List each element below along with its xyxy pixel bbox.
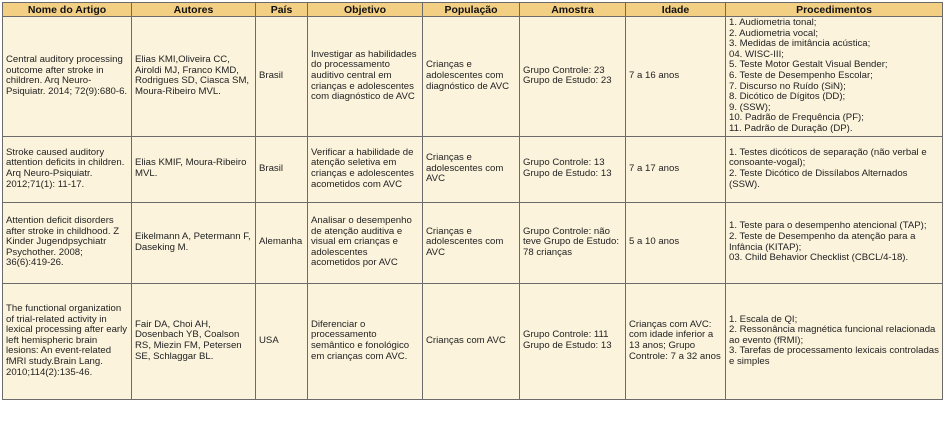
table-row <box>3 202 943 283</box>
procedure-item: 1. Teste para o desempenho atencional (TAP); <box>729 220 927 232</box>
procedure-item: 9. (SSW); <box>729 101 771 113</box>
header-populacao: População <box>423 3 520 17</box>
procedure-item: 2. Teste Dicótico de Dissílabos Alternados (SSW). <box>729 168 908 190</box>
cell-artigo: Stroke caused auditory attention deficits in children. Arq Neuro-Psiquiatr. 2012;71(1): 11-17. <box>3 136 132 202</box>
cell-autores: Elias KMIF, Moura-Ribeiro MVL. <box>132 136 256 202</box>
articles-table-container <box>2 2 943 400</box>
procedure-list <box>729 148 939 190</box>
cell-autores: Elias KMI,Oliveira CC, Airoldi MJ, Franco KMD, Rodrigues SD, Ciasca SM, Moura-Ribeiro MVL. <box>132 17 256 137</box>
cell-artigo: Central auditory processing outcome after stroke in children. Arq Neuro-Psiquiatr. 2014; 72(9):680-6. <box>3 17 132 137</box>
procedure-list <box>729 18 939 135</box>
cell-populacao: Crianças e adolescentes com AVC <box>423 136 520 202</box>
cell-pais: Brasil <box>256 136 308 202</box>
header-procedimentos: Procedimentos <box>726 3 943 17</box>
procedure-item: 1. Testes dicóticos de separação (não verbal e consoante-vogal); <box>729 146 927 169</box>
cell-objetivo: Analisar o desempenho de atenção auditiva e visual em crianças e adolescentes acometidos por AVC <box>308 202 423 283</box>
procedure-list <box>729 221 939 263</box>
cell-idade: 7 a 16 anos <box>626 17 726 137</box>
cell-amostra: Grupo Controle: não teve Grupo de Estudo: 78 crianças <box>520 202 626 283</box>
procedure-item: 2. Ressonância magnética funcional relacionada ao evento (fRMI); <box>729 324 936 346</box>
cell-amostra: Grupo Controle: 23 Grupo de Estudo: 23 <box>520 17 626 137</box>
cell-idade: 7 a 17 anos <box>626 136 726 202</box>
table-row <box>3 136 943 202</box>
table-row <box>3 17 943 137</box>
cell-pais: Brasil <box>256 17 308 137</box>
cell-pais: Alemanha <box>256 202 308 283</box>
cell-autores: Fair DA, Choi AH, Dosenbach YB, Coalson RS, Miezin FM, Petersen SE, Schlaggar BL. <box>132 283 256 399</box>
procedure-item: 7. Discurso no Ruído (SiN); <box>729 80 846 92</box>
header-nome-do-artigo: Nome do Artigo <box>3 3 132 17</box>
procedure-item: 1. Audiometria tonal; <box>729 17 817 28</box>
cell-objetivo: Investigar as habilidades do processamento auditivo central em crianças e adolescentes com diagnóstico de AVC <box>308 17 423 137</box>
cell-autores: Eikelmann A, Petermann F, Daseking M. <box>132 202 256 283</box>
procedure-item: 3. Tarefas de processamento lexicais controladas e simples <box>729 345 939 367</box>
articles-table <box>2 2 943 400</box>
cell-populacao: Crianças e adolescentes com AVC <box>423 202 520 283</box>
cell-idade: 5 a 10 anos <box>626 202 726 283</box>
cell-objetivo: Diferenciar o processamento semântico e fonológico em crianças com AVC. <box>308 283 423 399</box>
cell-objetivo: Verificar a habilidade de atenção seletiva em crianças e adolescentes acometidos com AVC <box>308 136 423 202</box>
cell-procedimentos <box>726 17 943 137</box>
procedure-item: 04. WISC-III; <box>729 48 784 60</box>
header-amostra: Amostra <box>520 3 626 17</box>
procedure-item: 2. Teste de Desempenho da atenção para a Infância (KITAP); <box>729 230 916 253</box>
cell-artigo: The functional organization of trial-related activity in lexical processing after early left hemispheric brain lesions: An event-related fMRI study.Brain Lang. 2010;114(2):135-46. <box>3 283 132 399</box>
header-autores: Autores <box>132 3 256 17</box>
cell-pais: USA <box>256 283 308 399</box>
procedure-item: 11. Padrão de Duração (DP). <box>729 122 853 134</box>
header-objetivo: Objetivo <box>308 3 423 17</box>
cell-artigo: Attention deficit disorders after stroke in childhood. Z Kinder Jugendpsychiatr Psychother. 2008; 36(6):419-26. <box>3 202 132 283</box>
procedure-item: 3. Medidas de imitância acústica; <box>729 38 871 50</box>
cell-procedimentos <box>726 283 943 399</box>
table-row <box>3 283 943 399</box>
procedure-item: 03. Child Behavior Checklist (CBCL/4-18). <box>729 252 909 264</box>
cell-amostra: Grupo Controle: 13 Grupo de Estudo: 13 <box>520 136 626 202</box>
cell-procedimentos <box>726 136 943 202</box>
procedure-list <box>729 315 939 368</box>
procedure-item: 2. Audiometria vocal; <box>729 27 819 39</box>
cell-populacao: Crianças com AVC <box>423 283 520 399</box>
cell-populacao: Crianças e adolescentes com diagnóstico de AVC <box>423 17 520 137</box>
header-idade: Idade <box>626 3 726 17</box>
cell-amostra: Grupo Controle: 111 Grupo de Estudo: 13 <box>520 283 626 399</box>
procedure-item: 8. Dicótico de Dígitos (DD); <box>729 91 846 103</box>
procedure-item: 5. Teste Motor Gestalt Visual Bender; <box>729 59 888 71</box>
procedure-item: 10. Padrão de Frequência (PF); <box>729 112 864 124</box>
header-pais: País <box>256 3 308 17</box>
procedure-item: 6. Teste de Desempenho Escolar; <box>729 69 873 81</box>
cell-idade: Crianças com AVC: com idade inferior a 13 anos; Grupo Controle: 7 a 32 anos <box>626 283 726 399</box>
cell-procedimentos <box>726 202 943 283</box>
table-header-row <box>3 3 943 17</box>
procedure-item: 1. Escala de QI; <box>729 313 798 325</box>
